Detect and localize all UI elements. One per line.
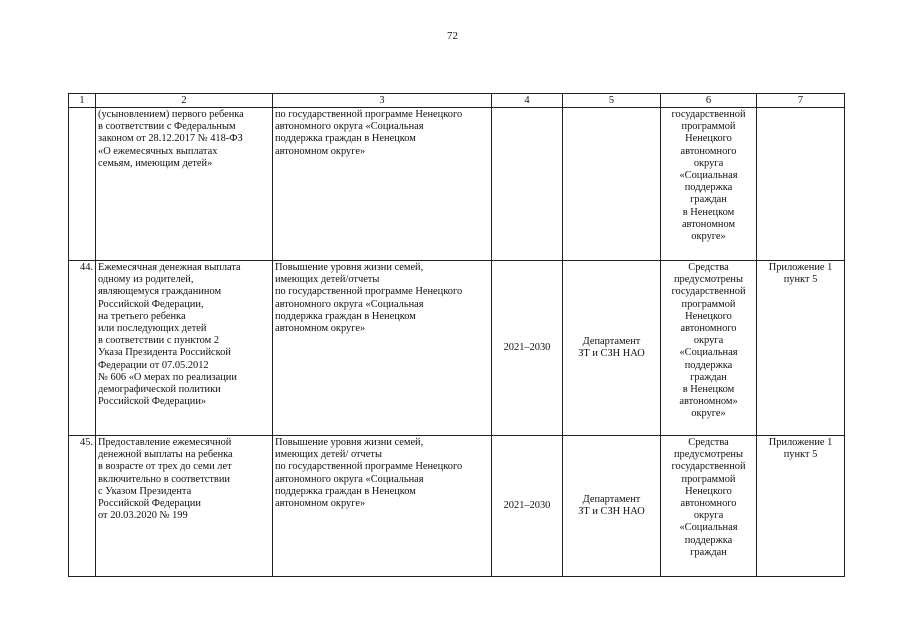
row-number: 45. [69, 436, 96, 577]
column-header: 4 [492, 94, 563, 108]
measure-funding: Средства предусмотрены государственной программой Ненецкого автономного округа «Социальная поддержка граждан в Ненецком автономном» округе» [661, 261, 757, 436]
measure-years [492, 108, 563, 261]
measure-note [757, 108, 845, 261]
measure-goal: Повышение уровня жизни семей, имеющих детей/ отчеты по государственной программе Ненецкого автономного округа «Социальная поддержка граждан в Ненецком автономном округе» [273, 436, 492, 577]
measure-executor [563, 108, 661, 261]
table-row [69, 108, 845, 261]
measure-funding-text: Средства предусмотрены государственной программой Ненецкого автономного округа «Социальная поддержка граждан [671, 437, 746, 558]
table-row [69, 261, 845, 436]
column-header: 6 [661, 94, 757, 108]
measure-funding [661, 436, 757, 577]
measure-goal: Повышение уровня жизни семей, имеющих детей/отчеты по государственной программе Ненецкого автономного округа «Социальная поддержка граждан в Ненецком автономном округе» [273, 261, 492, 436]
column-header: 1 [69, 94, 96, 108]
column-number-row [69, 94, 845, 108]
measure-note: Приложение 1 пункт 5 [757, 261, 845, 436]
row-number [69, 108, 96, 261]
column-header: 3 [273, 94, 492, 108]
column-header: 7 [757, 94, 845, 108]
measure-name: Предоставление ежемесячной денежной выплаты на ребенка в возрасте от трех до семи лет включительно в соответствии с Указом Президента Российской Федерации от 20.03.2020 № 199 [96, 436, 273, 577]
table-row [69, 436, 845, 577]
measure-name: (усыновлением) первого ребенка в соответствии с Федеральным законом от 28.12.2017 № 418-ФЗ «О ежемесячных выплатах семьям, имеющим детей» [96, 108, 273, 261]
measure-years: 2021–2030 [492, 436, 563, 577]
measure-note: Приложение 1 пункт 5 [757, 436, 845, 577]
row-number: 44. [69, 261, 96, 436]
measure-name: Ежемесячная денежная выплата одному из родителей, являющемуся гражданином Российской Федерации, на третьего ребенка или последующих детей в соответствии с пунктом 2 Указа Президента Российской Федерации от 07.05.2012 № 606 «О мерах по реализации демографической политики Российской Федерации» [96, 261, 273, 436]
measure-goal: по государственной программе Ненецкого автономного округа «Социальная поддержка граждан в Ненецком автономном округе» [273, 108, 492, 261]
column-header: 5 [563, 94, 661, 108]
measures-table [68, 93, 845, 577]
measure-executor: Департамент ЗТ и СЗН НАО [563, 436, 661, 577]
measure-executor: Департамент ЗТ и СЗН НАО [563, 261, 661, 436]
column-header: 2 [96, 94, 273, 108]
measure-years: 2021–2030 [492, 261, 563, 436]
measure-funding: государственной программой Ненецкого автономного округа «Социальная поддержка граждан в Ненецком автономном округе» [661, 108, 757, 261]
page-number: 72 [447, 30, 458, 42]
